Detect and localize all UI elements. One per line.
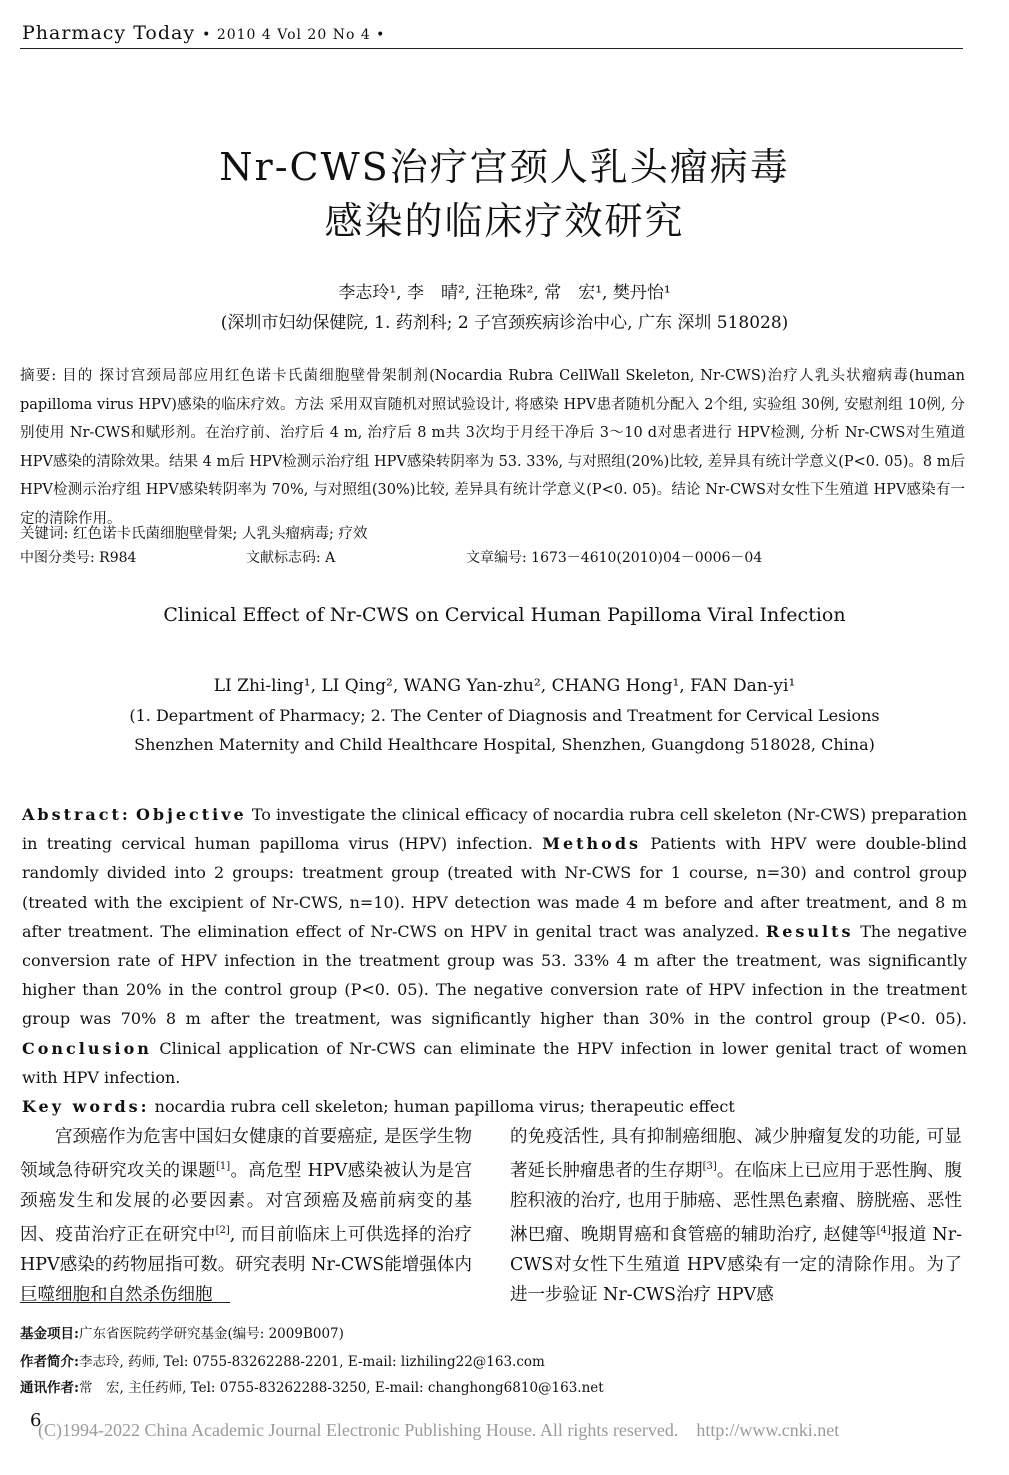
- keywords-cn: 关键词: 红色诺卡氏菌细胞壁骨架; 人乳头瘤病毒; 疗效: [20, 526, 368, 542]
- objective-text: To investigate the clinical efficacy of nocardia rubra cell skeleton (Nr-CWS) preparation in treating cervical human papilloma virus (HPV) infection.: [22, 805, 967, 854]
- keywords-en-label: Key words:: [22, 1097, 150, 1117]
- issue-info: • 2010 4 Vol 20 No 4 •: [202, 27, 386, 43]
- abstract-cn: 摘要: 目的 探讨宫颈局部应用红色诺卡氏菌细胞壁骨架制剂(Nocardia Rubra CellWall Skeleton, Nr-CWS)治疗人乳头状瘤病毒(human papilloma virus HPV)感染的临床疗效。方法 采用双盲随机对照试验设计, 将感染 HPV患者随机分配入 2个组, 实验组 30例, 安慰剂组 10例, 分别使用 Nr-CWS和赋形剂。在治疗前、治疗后 4 m, 治疗后 8 m共 3次均于月经干净后 3～10 d对患者进行 HPV检测, 分析 Nr-CWS对生殖道 HPV感染的清除效果。结果 4 m后 HPV检测示治疗组 HPV感染转阴率为 53. 33%, 与对照组(20%)比较, 差异具有统计学意义(P<0. 05)。8 m后 HPV检测示治疗组 HPV感染转阴率为 70%, 与对照组(30%)比较, 差异具有统计学意义(P<0. 05)。结论 Nr-CWS对女性下生殖道 HPV感染有一定的清除作用。: [20, 368, 965, 527]
- results-label: Results: [765, 921, 854, 941]
- body-right-text-b: 。在临床上已应用于恶性胸、腹腔积液的治疗, 也用于肺癌、恶性黑色素瘤、膀胱癌、恶性淋巴瘤、晚期胃癌和食管癌的辅助治疗, 赵健等: [510, 1160, 963, 1245]
- fund-text: 广东省医院药学研究基金(编号: 2009B007): [78, 1326, 344, 1342]
- conclusion-label: Conclusion: [22, 1038, 152, 1058]
- affiliation-en-1: (1. Department of Pharmacy; 2. The Center of Diagnosis and Treatment for Cervical Lesions: [129, 706, 880, 725]
- running-header: [22, 22, 385, 44]
- footnote-corresponding: [20, 1376, 604, 1396]
- authors-cn: 李志玲¹, 李 晴², 汪艳珠², 常 宏¹, 樊丹怡¹: [338, 283, 671, 303]
- body-left-column: [20, 1122, 472, 1310]
- footnote-fund: [20, 1322, 344, 1342]
- corresponding-text: 常 宏, 主任药师, Tel: 0755-83262288-3250, E-mail: changhong6810@163.net: [78, 1380, 604, 1396]
- body-right-column: [510, 1122, 962, 1310]
- objective-label: Objective: [135, 805, 247, 824]
- citation-1: [1]: [215, 1161, 231, 1172]
- doc-code: 文献标志码: A: [246, 550, 336, 566]
- methods-label: Methods: [542, 834, 642, 854]
- authors-en: LI Zhi-ling¹, LI Qing², WANG Yan-zhu², CHANG Hong¹, FAN Dan-yi¹: [213, 676, 796, 696]
- footnote-author: [20, 1350, 545, 1370]
- corresponding-label: 通讯作者:: [20, 1380, 79, 1396]
- author-text: 李志玲, 药师, Tel: 0755-83262288-2201, E-mail: lizhiling22@163.com: [78, 1354, 545, 1370]
- copyright-watermark: (C)1994-2022 China Academic Journal Electronic Publishing House. All rights reserved. http://www.cnki.net: [38, 1420, 840, 1440]
- body-right-text-c: 报道 Nr-CWS对女性下生殖道 HPV感染有一定的清除作用。为了进一步验证 Nr-CWS治疗 HPV感: [510, 1224, 962, 1305]
- results-text: The negative conversion rate of HPV infection in the treatment group was 53. 33% 4 m after the treatment, was significantly higher than 20% in the control group (P<0. 05). The negative conversion rate of HPV infection in the treatment group was 70% 8 m after the treatment, was significantly higher than 30% in the control group (P<0. 05).: [22, 921, 968, 1029]
- body-right-text-a: 的免疫活性, 具有抑制癌细胞、减少肿瘤复发的功能, 可显著延长肿瘤患者的生存期: [510, 1127, 962, 1181]
- methods-text: Patients with HPV were double-blind randomly divided into 2 groups: treatment group (treated with Nr-CWS for 1 course, n=30) and control group (treated with the excipient of Nr-CWS, n=10). HPV detection was made 4 m before and after treatment, and 8 m after treatment. The elimination effect of Nr-CWS on HPV in genital tract was analyzed.: [22, 834, 968, 941]
- body-left-text-b: 。高危型 HPV感染被认为是宫颈癌发生和发展的必要因素。对宫颈癌及癌前病变的基因、疫苗治疗正在研究中: [20, 1160, 472, 1245]
- header-rule: [20, 48, 963, 49]
- affiliation-en-2: Shenzhen Maternity and Child Healthcare Hospital, Shenzhen, Guangdong 518028, China): [134, 735, 875, 754]
- citation-3: [3]: [702, 1161, 717, 1172]
- journal-name: Pharmacy Today: [22, 22, 196, 44]
- page-number: 6: [30, 1410, 42, 1431]
- abstract-label: Abstract:: [22, 805, 131, 824]
- citation-2: [2]: [215, 1224, 230, 1236]
- clc-number: 中图分类号: R984: [20, 550, 137, 566]
- footnote-rule: [20, 1302, 230, 1303]
- keywords-en-text: nocardia rubra cell skeleton; human papilloma virus; therapeutic effect: [154, 1097, 735, 1117]
- title-line-1: Nr-CWS治疗宫颈人乳头瘤病毒: [219, 145, 790, 189]
- fund-label: 基金项目:: [20, 1326, 79, 1342]
- abstract-en: [22, 800, 967, 1121]
- article-number: 文章编号: 1673－4610(2010)04－0006－04: [466, 550, 763, 566]
- title-line-2: 感染的临床疗效研究: [324, 199, 685, 243]
- citation-4: [4]: [876, 1224, 891, 1236]
- conclusion-text: Clinical application of Nr-CWS can eliminate the HPV infection in lower genital tract of women with HPV infection.: [22, 1038, 968, 1087]
- affiliation-cn: (深圳市妇幼保健院, 1. 药剂科; 2 子宫颈疾病诊治中心, 广东 深圳 518028): [220, 313, 789, 333]
- title-en: Clinical Effect of Nr-CWS on Cervical Human Papilloma Viral Infection: [163, 604, 846, 626]
- author-label: 作者简介:: [20, 1354, 79, 1370]
- body-left-text-c: , 而目前临床上可供选择的治疗 HPV感染的药物屈指可数。研究表明 Nr-CWS能增强体内巨噬细胞和自然杀伤细胞: [20, 1224, 473, 1305]
- body-left-text-a: 宫颈癌作为危害中国妇女健康的首要癌症, 是医学生物领域急待研究攻关的课题: [20, 1127, 472, 1181]
